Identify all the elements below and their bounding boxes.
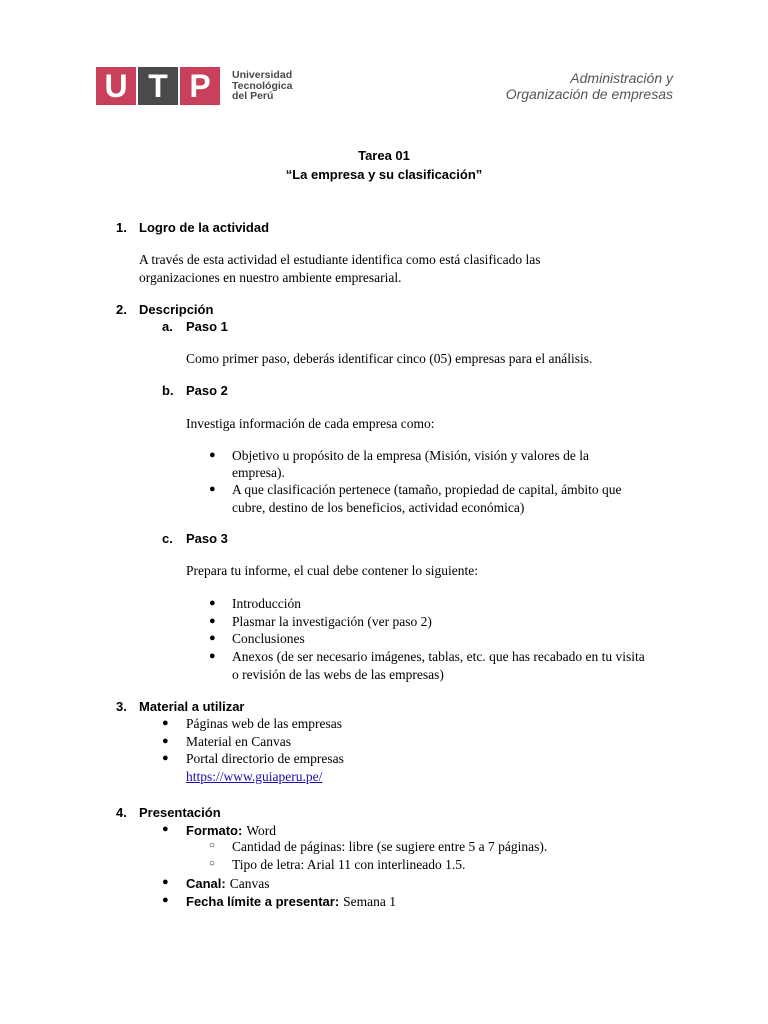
bullet-icon: ● — [162, 752, 169, 764]
step-b-bullet-1-line1: Objetivo u propósito de la empresa (Misión, visión y valores de la — [232, 448, 589, 463]
deadline-value: Semana 1 — [343, 894, 397, 909]
bullet-icon: ● — [209, 615, 216, 627]
format-sub-2: Tipo de letra: Arial 11 con interlineado 1.5. — [232, 857, 466, 872]
section-2-number: 2. — [116, 302, 127, 317]
step-c-bullet-4-line1: Anexos (de ser necesario imágenes, tablas, etc. que has recabado en tu visita — [232, 649, 645, 664]
directory-link[interactable]: https://www.guiaperu.pe/ — [186, 769, 323, 784]
step-c-label: c. — [162, 531, 173, 546]
format-value: Word — [246, 823, 277, 838]
format-sub-1: Cantidad de páginas: libre (se sugiere entre 5 a 7 páginas). — [232, 839, 548, 854]
step-c-bullet-4-line2: o revisión de las webs de las empresas) — [232, 667, 444, 682]
step-a-text: Como primer paso, deberás identificar cinco (05) empresas para el análisis. — [186, 351, 593, 366]
course-name: Administración y Organización de empresas — [505, 70, 673, 102]
step-c-heading: Paso 3 — [186, 531, 228, 546]
step-a-label: a. — [162, 319, 173, 334]
material-item-2: Material en Canvas — [186, 734, 291, 749]
format-label: Formato: — [186, 823, 243, 838]
section-4-heading: Presentación — [139, 805, 221, 820]
step-b-heading: Paso 2 — [186, 383, 228, 398]
assignment-number: Tarea 01 — [358, 148, 410, 163]
logo-letter-u: U — [96, 67, 136, 105]
deadline-line — [186, 893, 396, 911]
step-b-text: Investiga información de cada empresa como: — [186, 416, 435, 431]
section-3-heading: Material a utilizar — [139, 699, 245, 714]
channel-value: Canvas — [229, 876, 270, 891]
section-2-heading: Descripción — [139, 302, 214, 317]
format-line — [186, 822, 276, 840]
step-b-label: b. — [162, 383, 174, 398]
bullet-icon: ● — [162, 894, 169, 906]
deadline-label: Fecha límite a presentar: — [186, 894, 340, 909]
bullet-icon: ● — [209, 632, 216, 644]
bullet-icon: ● — [209, 483, 216, 495]
logo-university-name: Universidad Tecnológica del Perú — [232, 69, 293, 103]
bullet-icon: ● — [162, 735, 169, 747]
material-item-3: Portal directorio de empresas — [186, 751, 344, 766]
material-item-1: Páginas web de las empresas — [186, 716, 342, 731]
section-3-number: 3. — [116, 699, 127, 714]
step-c-bullet-1: Introducción — [232, 596, 301, 611]
step-a-heading: Paso 1 — [186, 319, 228, 334]
section-4-number: 4. — [116, 805, 127, 820]
utp-logo — [96, 67, 292, 105]
section-1-text-line1: A través de esta actividad el estudiante identifica como está clasificado las — [139, 252, 541, 267]
section-1-number: 1. — [116, 220, 127, 235]
channel-label: Canal: — [186, 876, 226, 891]
bullet-icon: ● — [209, 449, 216, 461]
assignment-title: “La empresa y su clasificación” — [285, 167, 483, 182]
logo-letter-p: P — [180, 67, 220, 105]
bullet-icon: ● — [162, 717, 169, 729]
bullet-icon: ● — [209, 597, 216, 609]
logo-letter-t: T — [138, 67, 178, 105]
section-1-heading: Logro de la actividad — [139, 220, 270, 235]
step-c-bullet-2: Plasmar la investigación (ver paso 2) — [232, 614, 432, 629]
step-c-bullet-3: Conclusiones — [232, 631, 305, 646]
hollow-bullet-icon: ○ — [209, 840, 216, 851]
step-c-text: Prepara tu informe, el cual debe contener lo siguiente: — [186, 563, 479, 578]
step-b-bullet-2-line1: A que clasificación pertenece (tamaño, propiedad de capital, ámbito que — [232, 482, 622, 497]
channel-line — [186, 875, 269, 893]
bullet-icon: ● — [209, 650, 216, 662]
bullet-icon: ● — [162, 876, 169, 888]
step-b-bullet-1-line2: empresa). — [232, 465, 285, 480]
bullet-icon: ● — [162, 823, 169, 835]
section-1-text-line2: organizaciones en nuestro ambiente empresarial. — [139, 270, 402, 285]
step-b-bullet-2-line2: cubre, destino de los beneficios, actividad económica) — [232, 500, 525, 515]
hollow-bullet-icon: ○ — [209, 858, 216, 869]
